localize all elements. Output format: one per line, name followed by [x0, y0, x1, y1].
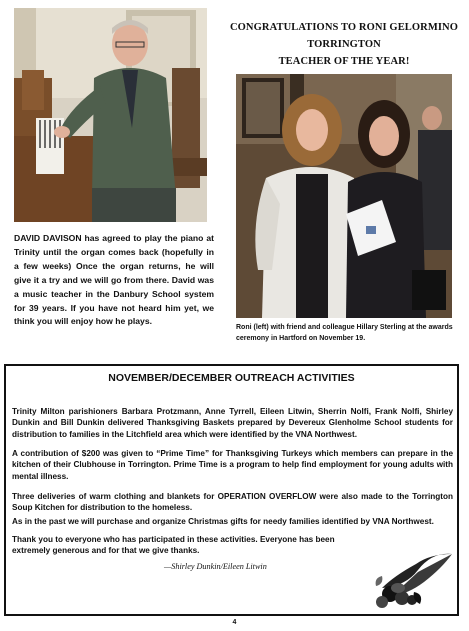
outreach-signature: —Shirley Dunkin/Eileen Litwin — [164, 562, 267, 571]
headline-line-2: TORRINGTON — [307, 39, 381, 50]
cornucopia-icon — [372, 548, 454, 610]
outreach-paragraph-baskets: Trinity Milton parishioners Barbara Protzmann, Anne Tyrrell, Eileen Litwin, Sherrin Nolfi, Frank Nolfi, Shirley Dunkin and Bill Dunkin delivered Thanksgiving Baskets prepared by Devereux Glenholme School students for distribution to families in the Litchfield area which were identified by the VNA Northwest. — [12, 407, 453, 439]
headline-line-1: CONGRATULATIONS TO RONI GELORMINO — [229, 22, 458, 33]
outreach-box — [4, 364, 459, 616]
davison-announcement — [14, 232, 214, 329]
outreach-paragraph-prime-time: A contribution of $200 was given to “Prime Time” for Thanksgiving Turkeys which members can prepare in the kitchen of their Clubhouse in Torrington. Prime Time is a program to help find employment for young adults with mental illness. — [12, 449, 453, 481]
award-photo — [236, 74, 452, 318]
outreach-paragraph-christmas: As in the past we will purchase and organize Christmas gifts for needy families identified by VNA Northwest. — [12, 517, 434, 526]
award-photo-caption: Roni (left) with friend and colleague Hillary Sterling at the awards ceremony in Hartford on November 19. — [236, 324, 453, 342]
headline-line-3: TEACHER OF THE YEAR! — [278, 56, 410, 67]
davison-name: DAVID DAVISON — [14, 233, 82, 243]
outreach-paragraph-overflow: Three deliveries of warm clothing and blankets for OPERATION OVERFLOW were also made to the Torrington Soup Kitchen for distribution to the homeless. — [12, 492, 453, 513]
outreach-title: NOVEMBER/DECEMBER OUTREACH ACTIVITIES — [108, 372, 355, 384]
davison-text: has agreed to play the piano at Trinity until the organ comes back (hopefully in a few weeks) Once the organ returns, he will give it a try and we will go from there. David was a music teacher in the Danbury School system for 39 years. If you have not heard him yet, we think you will enjoy how he plays. — [14, 233, 214, 327]
outreach-paragraph-thanks: Thank you to everyone who has participated in these activities. Everyone has been extremely generous and for that we give thanks. — [12, 535, 335, 556]
pianist-photo — [14, 8, 207, 222]
page-number: 4 — [232, 619, 237, 626]
